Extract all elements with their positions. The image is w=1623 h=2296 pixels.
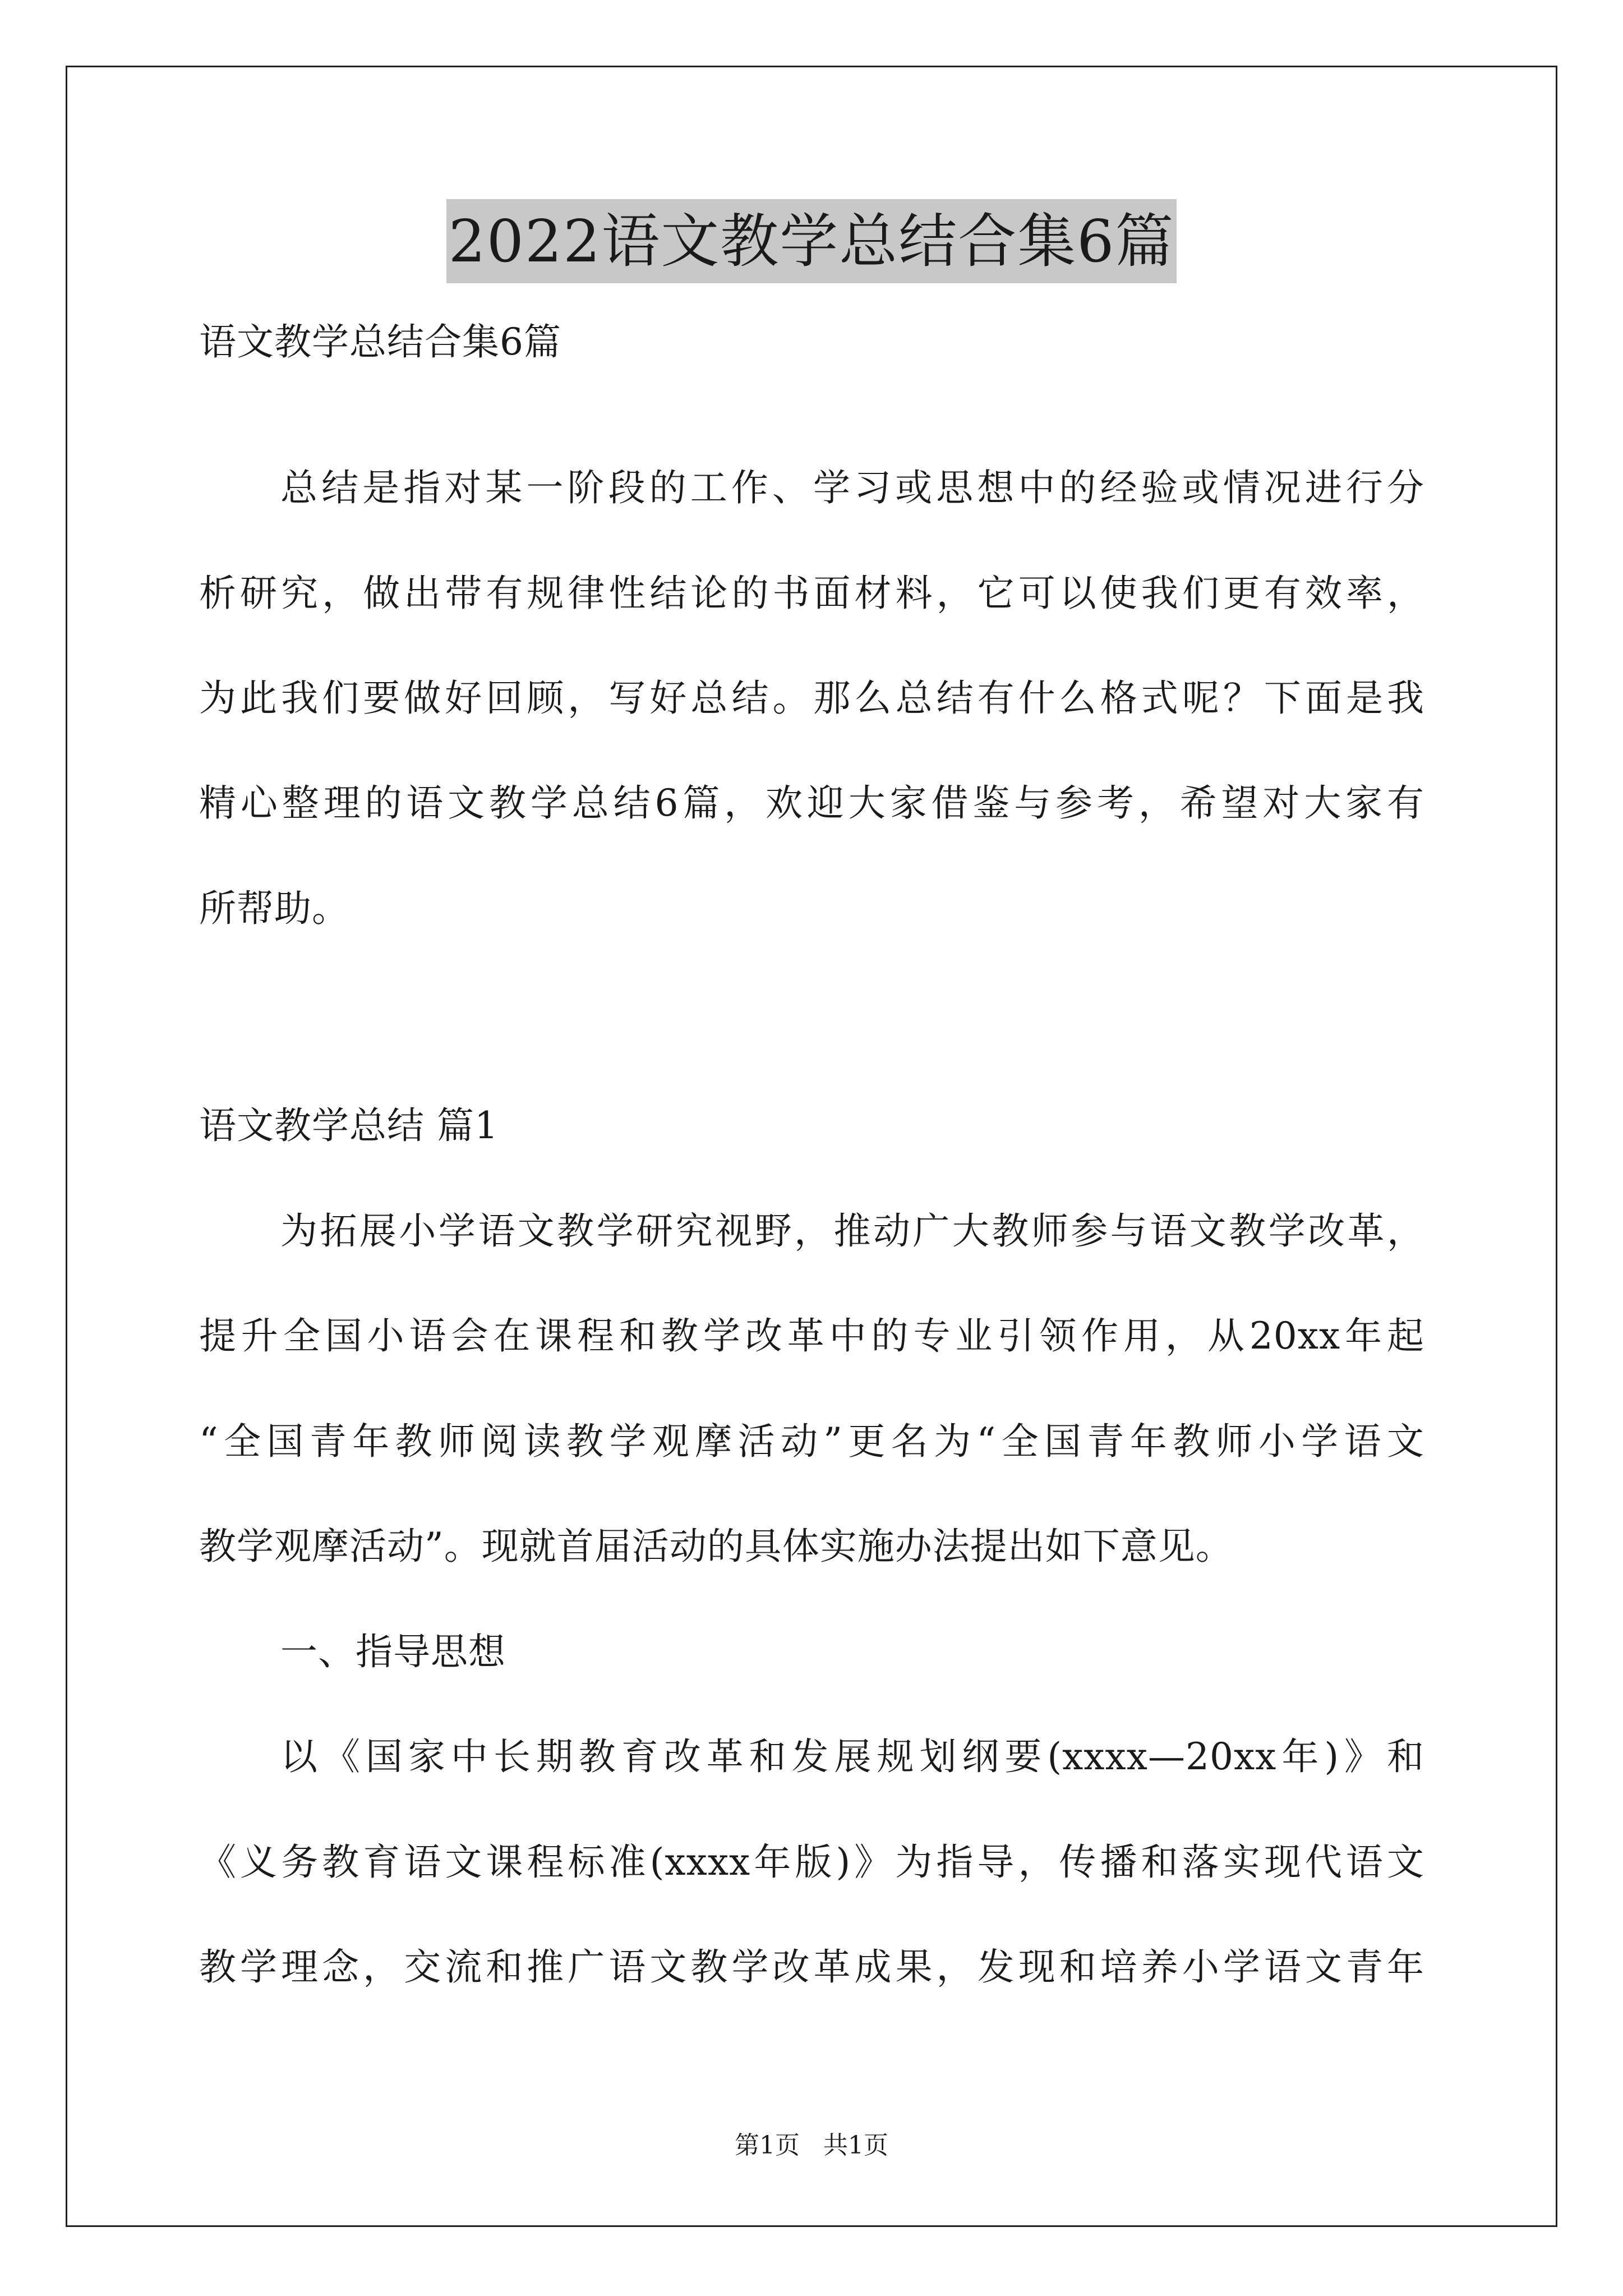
page-number: 第1页 xyxy=(735,2131,800,2160)
intro-line: 所帮助。 xyxy=(199,887,349,930)
intro-line: 精心整理的语文教学总结6篇，欢迎大家借鉴与参考，希望对大家有 xyxy=(199,781,1424,825)
intro-line: 总结是指对某一阶段的工作、学习或思想中的经验或情况进行分 xyxy=(280,466,1424,509)
guide-line: 《义务教育语文课程标准(xxxx年版)》为指导，传播和落实现代语文 xyxy=(199,1841,1424,1884)
section-line: 提升全国小语会在课程和教学改革中的专业引领作用，从20xx年起 xyxy=(199,1314,1424,1358)
page-footer xyxy=(0,2129,1623,2162)
intro-line: 为此我们要做好回顾，写好总结。那么总结有什么格式呢？下面是我 xyxy=(199,677,1424,720)
section-heading: 语文教学总结 篇1 xyxy=(199,1104,499,1147)
page-total: 共1页 xyxy=(823,2131,888,2160)
subheading: 一、指导思想 xyxy=(280,1630,506,1673)
document-title: 2022语文教学总结合集6篇 xyxy=(446,199,1177,283)
section-line: 为拓展小学语文教学研究视野，推动广大教师参与语文教学改革， xyxy=(280,1209,1424,1253)
intro-line: 析研究，做出带有规律性结论的书面材料，它可以使我们更有效率， xyxy=(199,572,1424,615)
document-heading: 语文教学总结合集6篇 xyxy=(199,320,561,364)
section-line: 教学观摩活动”。现就首届活动的具体实施办法提出如下意见。 xyxy=(199,1525,1233,1568)
section-line: “全国青年教师阅读教学观摩活动”更名为“全国青年教师小学语文 xyxy=(199,1420,1424,1463)
guide-line: 教学理念，交流和推广语文教学改革成果，发现和培养小学语文青年 xyxy=(199,1945,1424,1989)
title-container xyxy=(0,199,1623,283)
guide-line: 以《国家中长期教育改革和发展规划纲要(xxxx—20xx年)》和 xyxy=(280,1735,1424,1778)
